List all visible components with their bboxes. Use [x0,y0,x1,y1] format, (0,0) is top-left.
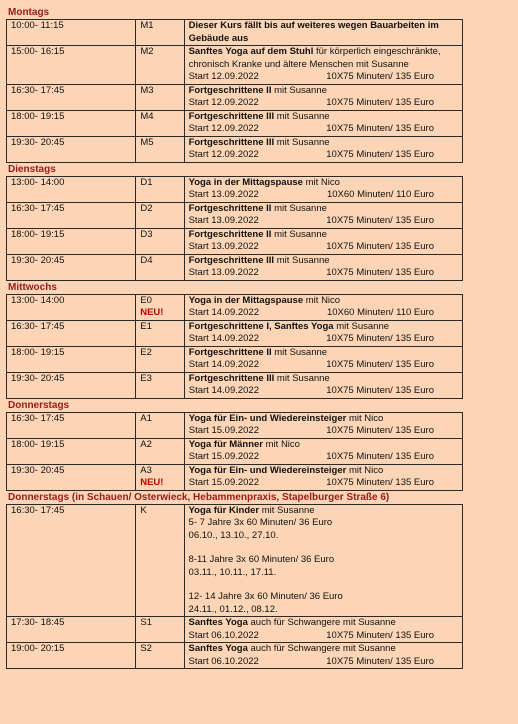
course-title: Fortgeschrittene III [188,372,275,384]
course-start-date: Start 13.09.2022 [188,215,259,226]
course-time: 18:00- 19:15 [7,228,136,254]
course-instructor: mit Susanne [271,228,327,240]
course-description [184,504,462,617]
table-row [7,504,463,617]
course-code-cell [136,136,184,162]
course-title: Fortgeschrittene III [188,254,275,266]
day-heading: Montags [8,7,50,18]
course-start-date: Start 13.09.2022 [188,267,259,278]
course-price: 10X75 Minuten/ 135 Euro [326,267,434,278]
course-code-cell [136,294,185,320]
course-time: 18:00- 19:15 [7,110,136,136]
course-instructor: mit Susanne [274,372,330,384]
course-instructor: mit Susanne [333,320,390,332]
course-code-cell [136,438,185,464]
course-instructor: mit Susanne [274,254,330,266]
course-description [184,254,462,280]
course-start-date: Start 14.09.2022 [188,333,259,344]
course-code: E1 [140,320,152,332]
day-heading: Donnerstags [8,399,70,411]
course-code: D4 [140,254,153,266]
new-badge: NEU! [140,477,164,488]
course-time: 18:00- 19:15 [7,346,136,372]
course-time: 17:30- 18:45 [7,617,136,643]
course-price: 10X75 Minuten/ 135 Euro [326,241,434,252]
course-price: 10X75 Minuten/ 135 Euro [326,333,434,344]
table-row [7,20,463,46]
table-row [7,438,463,464]
course-instructor: mit Susanne [259,504,315,516]
course-instructor: mit Nico [302,176,340,188]
course-table [6,176,463,281]
course-price: 10X75 Minuten/ 135 Euro [326,71,434,82]
course-instructor: mit Nico [303,294,341,306]
table-row [7,136,463,162]
course-title: Fortgeschrittene III [188,110,275,122]
course-description [184,412,462,438]
course-time: 18:00- 19:15 [7,438,136,464]
course-start-date: Start 12.09.2022 [188,123,259,134]
table-row [7,202,463,228]
course-instructor: für körperlich eingeschränkte, chronisch Kranke und ältere Menschen mit Susanne [188,46,441,70]
course-title: Yoga für Männer [188,438,263,450]
day-heading: Dienstags [8,163,56,175]
course-price: 10X75 Minuten/ 135 Euro [326,359,434,370]
course-start-date: Start 12.09.2022 [188,149,259,160]
course-code: E2 [140,346,152,358]
course-price: 10X75 Minuten/ 135 Euro [326,425,434,436]
course-title: Yoga für Ein- und Wiedereinsteiger [188,412,347,424]
course-instructor: auch für Schwangere mit Susanne [247,617,396,628]
course-price: 10X60 Minuten/ 110 Euro [326,307,434,318]
course-title: Yoga in der Mittagspause [188,294,304,306]
course-time: 19:00- 20:15 [7,643,136,669]
course-code-cell [136,617,184,643]
course-start-date: Start 14.09.2022 [188,359,259,370]
course-price: 10X75 Minuten/ 135 Euro [326,655,434,667]
course-description [184,228,462,254]
table-row [7,294,463,320]
course-code-cell [136,643,184,669]
course-time: 19:30- 20:45 [7,464,136,490]
course-code-cell [136,46,184,85]
table-row [7,228,463,254]
course-code-cell [136,504,184,617]
course-time: 16:30- 17:45 [7,504,136,617]
course-description [184,294,462,320]
day-heading: Donnerstags (in Schauen/ Osterwieck, Hebammenpraxis, Stapelburger Straße 6) [8,491,390,503]
course-instructor: mit Nico [263,438,300,450]
course-start-date: Start 12.09.2022 [188,97,259,108]
course-code-cell [136,254,184,280]
course-code: E0 [140,294,152,306]
course-code-cell [136,464,185,490]
course-code-cell [136,176,184,202]
course-description [184,617,462,643]
course-code: A3 [140,464,152,476]
course-time: 15:00- 16:15 [7,46,136,85]
course-detail-line: 5- 7 Jahre 3x 60 Minuten/ 36 Euro [188,517,333,528]
course-code: M3 [140,84,154,96]
table-row [7,412,463,438]
course-title: Yoga für Ein- und Wiedereinsteiger [188,464,347,476]
course-code-cell [136,202,184,228]
table-row [7,643,463,669]
course-title: Fortgeschrittene II [188,346,272,358]
course-code: D3 [140,228,153,240]
course-code: M2 [140,46,154,57]
course-title: Yoga für Kinder [188,504,260,516]
course-code-cell [136,412,185,438]
table-row [7,346,463,372]
course-description [184,84,462,110]
course-title: Fortgeschrittene II [188,228,272,240]
new-badge: NEU! [140,307,164,318]
course-start-date: Start 15.09.2022 [188,451,259,462]
table-row [7,464,463,490]
course-start-date: Start 14.09.2022 [188,307,259,318]
table-row [7,110,463,136]
course-price: 10X75 Minuten/ 135 Euro [326,149,434,160]
course-description [184,46,462,85]
course-description [184,438,462,464]
table-row [7,84,463,110]
course-title: Yoga in der Mittagspause [188,176,303,188]
table-row [7,176,463,202]
course-start-date: Start 15.09.2022 [188,477,259,488]
course-title: Fortgeschrittene I, Sanftes Yoga [188,320,334,332]
course-code: D1 [140,176,153,188]
course-detail-line: 24.11., 01.12., 08.12. [188,603,278,615]
course-time: 16:30- 17:45 [7,84,136,110]
course-time: 19:30- 20:45 [7,372,136,398]
course-code-cell [136,228,184,254]
course-detail-line: 03.11., 10.11., 17.11. [188,566,277,578]
course-price: 10X75 Minuten/ 135 Euro [326,629,434,641]
course-code: S2 [140,643,152,654]
course-price: 10X75 Minuten/ 135 Euro [326,123,434,134]
course-start-date: Start 13.09.2022 [188,189,259,200]
course-detail-line: 12- 14 Jahre 3x 60 Minuten/ 36 Euro [188,591,343,602]
course-start-date: Start 13.09.2022 [188,241,259,252]
schedule-page [6,6,514,669]
course-description [184,110,462,136]
course-table [6,412,463,491]
course-price: 10X75 Minuten/ 135 Euro [326,477,434,488]
course-code-cell [136,320,185,346]
course-code: A1 [140,412,152,424]
course-time: 13:00- 14:00 [7,294,136,320]
course-instructor: mit Nico [346,464,384,476]
course-start-date: Start 14.09.2022 [188,385,259,396]
course-title: Fortgeschrittene III [188,136,275,148]
course-instructor: mit Susanne [271,202,327,214]
course-table [6,19,463,163]
course-title: Sanftes Yoga [188,617,248,628]
course-code: K [140,504,147,516]
course-title: Dieser Kurs fällt bis auf weiteres wegen Bauarbeiten im Gebäude aus [188,20,439,44]
course-instructor: mit Susanne [271,346,328,358]
course-title: Fortgeschrittene II [188,84,272,96]
course-description [184,202,462,228]
course-time: 10:00- 11:15 [7,20,136,46]
course-price: 10X75 Minuten/ 135 Euro [326,451,434,462]
course-description [184,372,462,398]
course-code-cell [136,372,185,398]
course-price: 10X75 Minuten/ 135 Euro [326,215,434,226]
course-description [184,464,462,490]
course-code: D2 [140,202,153,214]
table-row [7,46,463,85]
course-description [184,136,462,162]
course-time: 13:00- 14:00 [7,176,136,202]
course-description [184,320,462,346]
course-time: 19:30- 20:45 [7,254,136,280]
course-description [184,643,462,669]
course-code: M5 [140,136,154,148]
course-title: Sanftes Yoga auf dem Stuhl [188,46,314,57]
course-instructor: mit Nico [346,412,384,424]
course-title: Fortgeschrittene II [188,202,272,214]
course-time: 19:30- 20:45 [7,136,136,162]
course-price: 10X60 Minuten/ 110 Euro [326,189,434,200]
table-row [7,372,463,398]
course-code: A2 [140,438,152,450]
course-price: 10X75 Minuten/ 135 Euro [326,97,434,108]
course-code: M4 [140,110,154,122]
course-code-cell [136,110,184,136]
course-start-date: Start 12.09.2022 [188,71,259,82]
course-code-cell [136,84,184,110]
course-start-date: Start 06.10.2022 [188,629,259,641]
course-detail-line: 06.10., 13.10., 27.10. [188,529,279,541]
course-code: M1 [140,20,154,31]
course-instructor: mit Susanne [274,136,330,148]
table-row [7,254,463,280]
day-heading: Mittwochs [8,281,57,293]
course-instructor: auch für Schwangere mit Susanne [247,643,396,654]
course-code: S1 [140,617,152,628]
course-time: 16:30- 17:45 [7,320,136,346]
course-table [6,294,463,399]
course-table [6,504,463,670]
course-start-date: Start 06.10.2022 [188,655,259,667]
course-detail-line: 8-11 Jahre 3x 60 Minuten/ 36 Euro [188,554,335,565]
table-row [7,320,463,346]
course-time: 16:30- 17:45 [7,412,136,438]
course-code-cell [136,20,184,46]
course-code: E3 [140,372,152,384]
course-description [184,176,462,202]
course-instructor: mit Susanne [274,110,330,122]
course-price: 10X75 Minuten/ 135 Euro [326,385,434,396]
course-code-cell [136,346,185,372]
course-description [184,20,462,46]
course-instructor: mit Susanne [271,84,327,96]
course-title: Sanftes Yoga [188,643,248,654]
table-row [7,617,463,643]
course-start-date: Start 15.09.2022 [188,425,259,436]
course-time: 16:30- 17:45 [7,202,136,228]
course-description [184,346,462,372]
